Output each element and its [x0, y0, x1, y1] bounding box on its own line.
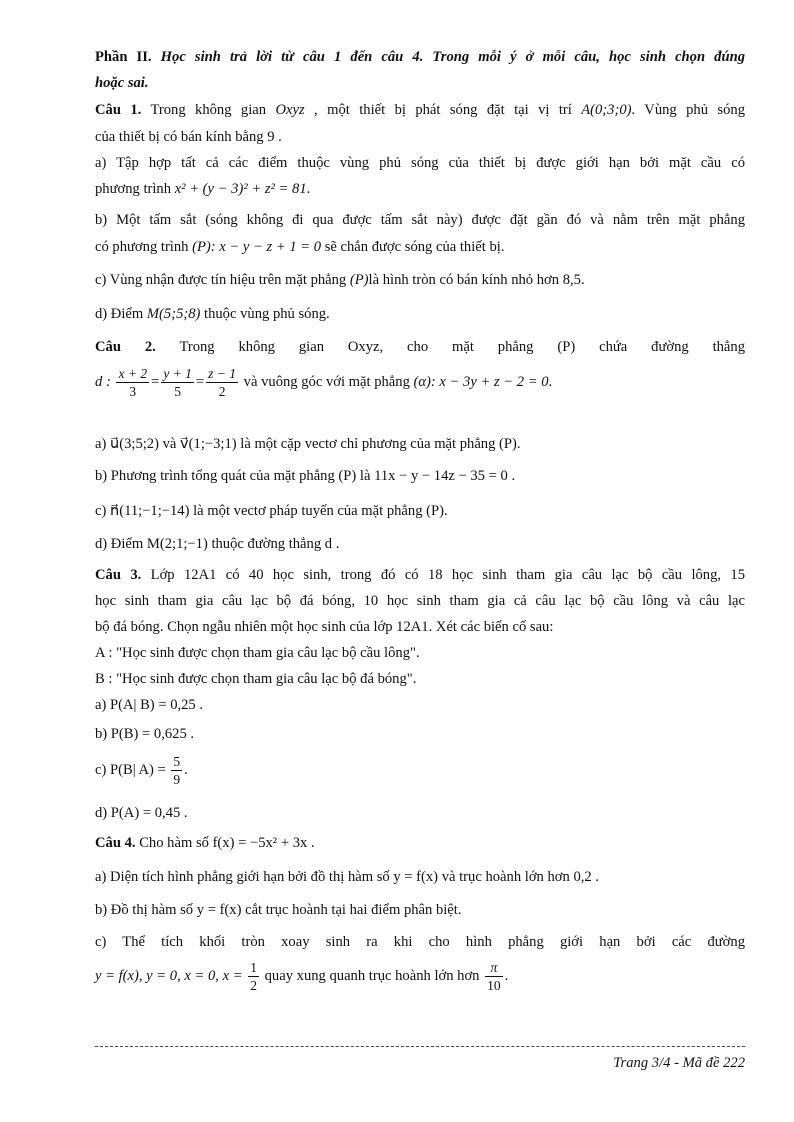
- q4-label: Câu 4.: [95, 835, 136, 851]
- q1-a-eq: x² + (y − 3)² + z² = 81: [174, 181, 307, 197]
- q1-b-text: có phương trình: [95, 239, 193, 255]
- q2-intro: [95, 339, 745, 356]
- q4-c-text: y = f(x), y = 0, x = 0, x =: [95, 967, 247, 984]
- q2-alpha-eq: (α): x − 3y + z − 2 = 0: [413, 373, 549, 390]
- q1-b-eq: (P): x − y − z + 1 = 0: [192, 239, 322, 255]
- q1-c-text: c) Vùng nhận được tín hiệu trên mặt phẳng: [95, 272, 350, 288]
- q1-option-a: a) Tập hợp tất cả các điểm thuộc vùng phủ sóng của thiết bị được giới hạn bởi mặt cầu có: [95, 155, 745, 171]
- q4-line-1: Cho hàm số f(x) = −5x² + 3x .: [135, 835, 315, 851]
- q2-option-c: c) n⃗(11;−1;−14) là một vectơ pháp tuyến của mặt phẳng (P).: [95, 503, 448, 519]
- q2-option-b: b) Phương trình tổng quát của mặt phẳng (P) là 11x − y − 14z − 35 = 0 .: [95, 468, 516, 484]
- q2-frac-y: $\frac{y + 1}{5}$: [163, 366, 192, 399]
- q1-point: A(0;3;0): [581, 102, 632, 118]
- q4-option-c-cont: [95, 959, 508, 994]
- q3-c-frac: $\frac{5}{9}$: [173, 754, 181, 787]
- q1-c-eq: (P): [349, 272, 369, 288]
- q3-option-d: d) P(A) = 0,45 .: [95, 805, 188, 821]
- q1-d-text: d) Điểm: [95, 306, 147, 322]
- part-heading: Phần II.: [95, 49, 152, 65]
- q4-option-b: b) Đồ thị hàm số y = f(x) cắt trục hoành tại hai điểm phân biệt.: [95, 902, 462, 918]
- q3-intro: [95, 567, 745, 584]
- part-instruction: Học sinh trả lời từ câu 1 đến câu 4. Trong mỗi ý ở mỗi câu, học sinh chọn đúng: [160, 49, 745, 65]
- part-instruction-cont: hoặc sai.: [95, 75, 149, 91]
- q1-text-3: . Vùng phủ sóng: [631, 102, 745, 118]
- q2-line-d: d : $\frac{x + 2}{3}$ = $\frac{y + 1}{5}$ = $\frac{z - 1}{2}$ và vuông góc với mặt phẳng (α): x − 3y + z − 2 = 0.: [95, 366, 553, 399]
- q3-line-2: học sinh tham gia câu lạc bộ đá bóng, 10 học sinh tham gia cả câu lạc bộ cầu lông và câu lạc: [95, 593, 745, 609]
- q1-text-2: , một thiết bị phát sóng đặt tại vị trí: [304, 102, 582, 118]
- q1-d-end: thuộc vùng phủ sóng.: [200, 306, 330, 322]
- q3-c-text: c) P(B| A) =: [95, 761, 170, 778]
- q4-option-c: c) Thể tích khối tròn xoay sinh ra khi cho hình phẳng giới hạn bởi các đường: [95, 934, 745, 950]
- q1-b-end: sẽ chắn được sóng của thiết bị.: [321, 239, 505, 255]
- q1-a-end: .: [306, 181, 311, 197]
- q2-d-prefix: d :: [95, 373, 111, 390]
- q3-option-b: b) P(B) = 0,625 .: [95, 726, 195, 742]
- q1-intro: [95, 102, 745, 119]
- q1-a-text: phương trình: [95, 181, 175, 197]
- q4-intro: [95, 835, 315, 852]
- q2-line-2-end: và vuông góc với mặt phẳng: [240, 373, 414, 390]
- q3-line-3: bộ đá bóng. Chọn ngẫu nhiên một học sinh của lớp 12A1. Xét các biến cố sau:: [95, 619, 554, 635]
- q2-frac-z: $\frac{z - 1}{2}$: [208, 366, 237, 399]
- q2-frac-x: $\frac{x + 2}{3}$: [118, 366, 148, 399]
- q1-option-c: [95, 272, 585, 289]
- q1-option-d: [95, 306, 330, 323]
- q3-event-b: B : "Học sinh được chọn tham gia câu lạc bộ đá bóng".: [95, 671, 417, 687]
- q1-c-end: là hình tròn có bán kính nhỏ hơn 8,5.: [368, 272, 585, 288]
- q1-option-a-cont: [95, 181, 310, 198]
- q3-option-c: [95, 753, 188, 788]
- q2-line-2-dot: .: [548, 373, 553, 390]
- q2-label: Câu 2.: [95, 339, 156, 355]
- q2-line-1: Trong không gian Oxyz, cho mặt phẳng (P) chứa đường thẳng: [179, 339, 745, 355]
- q1-label: Câu 1.: [95, 102, 142, 118]
- footer-divider: [95, 1046, 745, 1047]
- q1-text: Trong không gian: [141, 102, 276, 118]
- q1-option-b: b) Một tấm sắt (sóng không đi qua được tấm sắt này) được đặt gần đó và nằm trên mặt phẳng: [95, 212, 745, 228]
- q1-option-b-cont: [95, 239, 504, 256]
- q2-option-d: d) Điểm M(2;1;−1) thuộc đường thẳng d .: [95, 536, 340, 552]
- q4-c-frac-half: $\frac{1}{2}$: [250, 960, 257, 993]
- q1-oxyz: Oxyz: [275, 102, 305, 118]
- q3-label: Câu 3.: [95, 567, 142, 583]
- q3-event-a: A : "Học sinh được chọn tham gia câu lạc bộ cầu lông".: [95, 645, 420, 661]
- part-heading-line: [95, 49, 745, 66]
- q4-c-end: .: [504, 967, 509, 984]
- q4-option-a: a) Diện tích hình phẳng giới hạn bởi đồ thị hàm số y = f(x) và trục hoành lớn hơn 0,2 .: [95, 869, 599, 885]
- q3-option-a: a) P(A| B) = 0,25 .: [95, 697, 204, 713]
- q2-option-a: a) u⃗(3;5;2) và v⃗(1;−3;1) là một cặp vectơ chỉ phương của mặt phẳng (P).: [95, 436, 521, 452]
- q1-d-eq: M(5;5;8): [146, 306, 201, 322]
- q4-c-mid: quay xung quanh trục hoành lớn hơn: [260, 967, 484, 984]
- q1-line-2: của thiết bị có bán kính bằng 9 .: [95, 129, 282, 145]
- page-footer: Trang 3/4 - Mã đề 222: [613, 1055, 745, 1071]
- q3-c-end: .: [184, 761, 188, 778]
- q4-c-frac-pi: $\frac{\pi}{10}$: [487, 960, 501, 993]
- q3-line-1: Lớp 12A1 có 40 học sinh, trong đó có 18 học sinh tham gia câu lạc bộ cầu lông, 15: [141, 567, 746, 583]
